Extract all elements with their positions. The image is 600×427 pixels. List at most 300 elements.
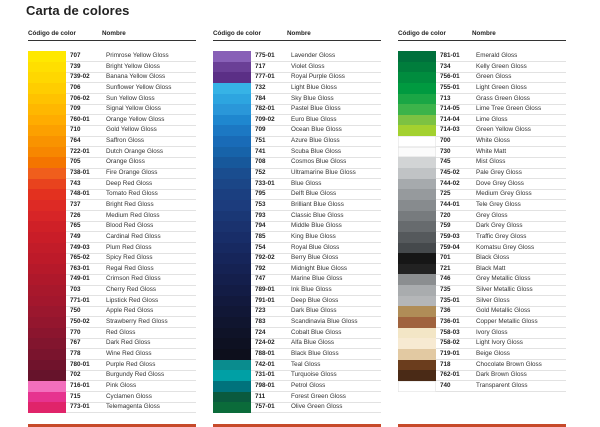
color-swatch: [398, 328, 436, 339]
color-row: [28, 360, 196, 371]
color-name: Emerald Gloss: [476, 52, 518, 59]
color-row: [213, 328, 381, 339]
color-name: Purple Red Gloss: [106, 360, 156, 368]
color-code: 788-01: [255, 349, 275, 357]
color-code: 721: [440, 264, 451, 272]
color-code: 785: [255, 232, 266, 240]
color-code: 754: [255, 243, 266, 251]
color-swatch: [28, 72, 66, 83]
color-swatch: [28, 285, 66, 296]
row-divider: [251, 412, 381, 413]
color-row: [398, 232, 566, 243]
color-code: 743: [70, 179, 81, 187]
color-name: Grey Metallic Gloss: [476, 275, 531, 283]
color-code: 735-01: [440, 296, 460, 304]
color-name: Orange Yellow Gloss: [106, 115, 165, 123]
color-swatch: [213, 189, 251, 200]
color-swatch: [213, 72, 251, 83]
color-swatch: [398, 381, 436, 392]
color-swatch: [28, 338, 66, 349]
color-name: Cobalt Blue Gloss: [291, 328, 342, 336]
color-swatch: [28, 392, 66, 403]
color-row: [28, 147, 196, 158]
color-row: [213, 232, 381, 243]
color-swatch: [213, 115, 251, 126]
color-code: 762-01: [440, 371, 460, 379]
color-row: [28, 243, 196, 254]
color-code: 716-01: [70, 381, 90, 389]
color-swatch: [213, 370, 251, 381]
color-swatch: [398, 168, 436, 179]
color-swatch: [28, 115, 66, 126]
color-swatch: [398, 232, 436, 243]
header-name-label: Nombre: [102, 30, 126, 37]
color-swatch: [213, 179, 251, 190]
color-code: 795: [255, 190, 266, 198]
color-row: [213, 147, 381, 158]
color-code: 724: [255, 328, 266, 336]
color-name: Royal Blue Gloss: [291, 243, 340, 251]
color-swatch: [213, 125, 251, 136]
color-code: 739: [70, 62, 81, 70]
color-name: Light Blue Gloss: [291, 83, 337, 91]
color-row: [398, 83, 566, 94]
color-swatch: [28, 211, 66, 222]
color-code: 757-01: [255, 403, 275, 411]
color-code: 755-01: [440, 83, 460, 91]
color-code: 747: [255, 275, 266, 283]
color-code: 758-03: [440, 328, 460, 336]
color-name: Traffic Grey Gloss: [476, 232, 527, 240]
color-code: 746: [440, 275, 451, 283]
color-swatch: [28, 264, 66, 275]
color-code: 748-01: [70, 190, 90, 198]
color-row: [28, 392, 196, 403]
color-code: 764: [70, 137, 81, 145]
color-row: [28, 136, 196, 147]
color-swatch: [28, 83, 66, 94]
color-swatch: [213, 83, 251, 94]
color-name: Berry Blue Gloss: [291, 254, 339, 262]
color-name: Bright Yellow Gloss: [106, 62, 160, 70]
color-name: Cardinal Red Gloss: [106, 232, 161, 240]
color-name: Deep Blue Gloss: [291, 296, 339, 304]
color-row: [28, 211, 196, 222]
color-row: [28, 125, 196, 136]
color-row: [398, 136, 566, 147]
color-name: Black Blue Gloss: [291, 349, 339, 357]
color-name: Pale Grey Gloss: [476, 169, 522, 177]
color-row: [28, 285, 196, 296]
color-name: Apple Red Gloss: [106, 307, 154, 315]
color-code: 736: [440, 307, 451, 315]
color-code: 726: [70, 211, 81, 219]
color-row: [213, 370, 381, 381]
color-swatch: [213, 51, 251, 62]
color-code: 765: [70, 222, 81, 230]
color-name: Forest Green Gloss: [291, 392, 346, 400]
color-name: Saffron Gloss: [106, 137, 145, 145]
color-row: [398, 264, 566, 275]
color-code: 744-02: [440, 179, 460, 187]
color-code: 775-01: [255, 52, 275, 59]
color-swatch: [28, 360, 66, 371]
row-divider: [66, 412, 196, 413]
color-swatch: [213, 221, 251, 232]
color-row: [213, 402, 381, 413]
color-name: Primrose Yellow Gloss: [106, 52, 169, 59]
color-swatch: [398, 51, 436, 62]
color-swatch: [28, 104, 66, 115]
color-swatch: [213, 360, 251, 371]
color-name: Cosmos Blue Gloss: [291, 158, 347, 166]
color-swatch: [213, 157, 251, 168]
color-swatch: [398, 306, 436, 317]
color-swatch: [28, 232, 66, 243]
color-name: Dark Red Gloss: [106, 339, 151, 347]
column-header: [398, 29, 566, 41]
color-name: Teal Gloss: [291, 360, 321, 368]
color-name: Black Matt: [476, 264, 506, 272]
color-list: [213, 51, 381, 413]
color-swatch: [213, 264, 251, 275]
color-name: Medium Red Gloss: [106, 211, 160, 219]
color-name: Medium Grey Gloss: [476, 190, 532, 198]
color-code: 763-01: [70, 264, 90, 272]
color-swatch: [28, 62, 66, 73]
color-code: 745-02: [440, 169, 460, 177]
color-row: [213, 317, 381, 328]
color-code: 736-01: [440, 318, 460, 326]
color-name: Light Green Gloss: [476, 83, 527, 91]
color-row: [213, 94, 381, 105]
page-title: Carta de colores: [26, 3, 130, 18]
color-row: [213, 168, 381, 179]
color-swatch: [398, 189, 436, 200]
color-name: Blue Gloss: [291, 179, 322, 187]
color-row: [213, 179, 381, 190]
color-name: Lavender Gloss: [291, 52, 336, 59]
color-name: Silver Gloss: [476, 296, 510, 304]
color-code: 711: [255, 392, 266, 400]
color-code: 723: [255, 307, 266, 315]
color-name: Kelly Green Gloss: [476, 62, 527, 70]
color-row: [398, 72, 566, 83]
color-row: [398, 62, 566, 73]
color-swatch: [28, 200, 66, 211]
color-name: Dove Grey Gloss: [476, 179, 524, 187]
color-row: [213, 349, 381, 360]
color-code: 714-04: [440, 115, 460, 123]
color-row: [398, 147, 566, 158]
color-code: 741: [255, 147, 266, 155]
color-name: Midnight Blue Gloss: [291, 264, 347, 272]
color-swatch: [398, 125, 436, 136]
row-divider: [436, 391, 566, 392]
color-row: [398, 157, 566, 168]
color-name: White Gloss: [476, 137, 510, 145]
color-row: [28, 232, 196, 243]
color-name: Strawberry Red Gloss: [106, 318, 168, 326]
color-swatch: [28, 349, 66, 360]
color-name: Grass Green Gloss: [476, 94, 530, 102]
color-row: [28, 338, 196, 349]
color-name: Delft Blue Gloss: [291, 190, 337, 198]
color-row: [213, 104, 381, 115]
color-name: Regal Red Gloss: [106, 264, 154, 272]
color-row: [28, 115, 196, 126]
color-name: King Blue Gloss: [291, 232, 336, 240]
color-name: Grey Gloss: [476, 211, 508, 219]
color-row: [213, 189, 381, 200]
color-name: Lipstick Red Gloss: [106, 296, 159, 304]
color-name: Copper Metallic Gloss: [476, 318, 538, 326]
color-row: [28, 104, 196, 115]
color-code: 760-01: [70, 115, 90, 123]
color-name: Ink Blue Gloss: [291, 286, 332, 294]
color-name: Olive Green Gloss: [291, 403, 343, 411]
color-swatch: [213, 94, 251, 105]
color-name: Middle Blue Gloss: [291, 222, 342, 230]
color-row: [28, 94, 196, 105]
color-row: [213, 51, 381, 62]
color-name: Lime Gloss: [476, 115, 508, 123]
color-row: [213, 360, 381, 371]
color-row: [28, 221, 196, 232]
color-swatch: [28, 189, 66, 200]
color-swatch: [28, 179, 66, 190]
color-row: [213, 296, 381, 307]
color-swatch: [398, 94, 436, 105]
color-name: Pastel Blue Gloss: [291, 105, 341, 113]
color-code: 752: [255, 169, 266, 177]
color-swatch: [28, 157, 66, 168]
color-code: 792: [255, 264, 266, 272]
color-name: Crimson Red Gloss: [106, 275, 161, 283]
color-code: 745: [440, 158, 451, 166]
color-row: [398, 328, 566, 339]
color-swatch: [398, 349, 436, 360]
color-row: [213, 157, 381, 168]
color-row: [213, 306, 381, 317]
color-row: [213, 211, 381, 222]
color-code: 737: [70, 200, 81, 208]
color-row: [28, 179, 196, 190]
color-swatch: [398, 211, 436, 222]
color-name: Komatsu Grey Gloss: [476, 243, 535, 251]
color-swatch: [213, 211, 251, 222]
color-swatch: [213, 136, 251, 147]
color-row: [213, 243, 381, 254]
color-code: 713: [440, 94, 451, 102]
color-code: 714-03: [440, 126, 460, 134]
color-swatch: [28, 328, 66, 339]
color-swatch: [213, 285, 251, 296]
header-name-label: Nombre: [287, 30, 311, 37]
color-swatch: [398, 104, 436, 115]
color-row: [213, 338, 381, 349]
color-code: 717: [255, 62, 266, 70]
color-swatch: [398, 264, 436, 275]
color-row: [28, 402, 196, 413]
color-name: Blood Red Gloss: [106, 222, 154, 230]
color-name: Orange Gloss: [106, 158, 145, 166]
color-code: 714-05: [440, 105, 460, 113]
color-code: 759: [440, 222, 451, 230]
color-row: [213, 72, 381, 83]
color-swatch: [398, 83, 436, 94]
color-code: 783: [255, 318, 266, 326]
color-code: 706-02: [70, 94, 90, 102]
header-code-label: Código de color: [28, 30, 76, 37]
color-name: Transparent Gloss: [476, 381, 528, 389]
color-row: [398, 317, 566, 328]
color-row: [213, 285, 381, 296]
color-swatch: [213, 232, 251, 243]
color-code: 739-02: [70, 73, 90, 81]
color-row: [28, 317, 196, 328]
color-swatch: [213, 200, 251, 211]
color-swatch: [398, 200, 436, 211]
color-name: Ultramarine Blue Gloss: [291, 169, 356, 177]
color-swatch: [398, 136, 436, 147]
color-name: Dark Brown Gloss: [476, 371, 527, 379]
color-code: 720: [440, 211, 451, 219]
color-swatch: [213, 317, 251, 328]
color-column-1: [28, 29, 196, 413]
color-row: [213, 136, 381, 147]
color-code: 794: [255, 222, 266, 230]
color-row: [28, 370, 196, 381]
color-swatch: [28, 51, 66, 62]
color-swatch: [28, 243, 66, 254]
color-swatch: [213, 328, 251, 339]
color-code: 709: [70, 105, 81, 113]
color-name: Cyclamen Gloss: [106, 392, 152, 400]
color-name: Bright Red Gloss: [106, 200, 154, 208]
color-code: 744-01: [440, 200, 460, 208]
color-swatch: [213, 147, 251, 158]
color-row: [28, 381, 196, 392]
color-code: 740: [440, 381, 451, 389]
color-code: 750-02: [70, 318, 90, 326]
header-code-label: Código de color: [398, 30, 446, 37]
color-code: 758-02: [440, 339, 460, 347]
color-row: [28, 62, 196, 73]
color-code: 765-02: [70, 254, 90, 262]
color-swatch: [28, 296, 66, 307]
color-code: 789-01: [255, 286, 275, 294]
color-name: Scandinavia Blue Gloss: [291, 318, 358, 326]
color-swatch: [213, 168, 251, 179]
color-name: Red Gloss: [106, 328, 136, 336]
color-code: 703: [70, 286, 81, 294]
color-code: 780-01: [70, 360, 90, 368]
color-name: Telemagenta Gloss: [106, 403, 160, 411]
color-swatch: [28, 94, 66, 105]
color-row: [28, 189, 196, 200]
color-swatch: [28, 402, 66, 413]
color-row: [398, 243, 566, 254]
color-swatch: [398, 285, 436, 296]
color-name: Alfa Blue Gloss: [291, 339, 335, 347]
color-name: Turquoise Gloss: [291, 371, 337, 379]
color-row: [28, 51, 196, 62]
color-row: [213, 381, 381, 392]
color-swatch: [398, 317, 436, 328]
color-code: 791-01: [255, 296, 275, 304]
color-swatch: [398, 72, 436, 83]
color-swatch: [213, 104, 251, 115]
color-row: [213, 83, 381, 94]
color-swatch: [28, 381, 66, 392]
color-row: [213, 274, 381, 285]
color-row: [398, 253, 566, 264]
color-name: Deep Red Gloss: [106, 179, 153, 187]
color-swatch: [28, 125, 66, 136]
color-code: 753: [255, 200, 266, 208]
color-name: Signal Yellow Gloss: [106, 105, 161, 113]
color-list: [28, 51, 196, 413]
color-name: Burgundy Red Gloss: [106, 371, 165, 379]
color-swatch: [213, 274, 251, 285]
color-row: [398, 211, 566, 222]
color-code: 725: [440, 190, 451, 198]
color-code: 751: [255, 137, 266, 145]
color-name: Silver Metallic Gloss: [476, 286, 533, 294]
color-code: 732: [255, 83, 266, 91]
color-list: [398, 51, 566, 392]
color-code: 767: [70, 339, 81, 347]
color-name: Plum Red Gloss: [106, 243, 152, 251]
color-row: [28, 296, 196, 307]
color-code: 749-03: [70, 243, 90, 251]
color-swatch: [213, 381, 251, 392]
color-code: 749-01: [70, 275, 90, 283]
color-code: 742-01: [255, 360, 275, 368]
color-row: [398, 104, 566, 115]
color-row: [213, 115, 381, 126]
color-code: 770: [70, 328, 81, 336]
color-swatch: [398, 62, 436, 73]
color-name: Gold Yellow Gloss: [106, 126, 157, 134]
color-code: 724-02: [255, 339, 275, 347]
color-name: Ocean Blue Gloss: [291, 126, 342, 134]
color-swatch: [213, 338, 251, 349]
column-header: [213, 29, 381, 41]
color-swatch: [398, 360, 436, 371]
color-row: [398, 285, 566, 296]
color-swatch: [28, 306, 66, 317]
color-swatch: [213, 253, 251, 264]
color-row: [28, 328, 196, 339]
color-row: [213, 253, 381, 264]
color-row: [398, 179, 566, 190]
color-row: [28, 306, 196, 317]
color-row: [398, 51, 566, 62]
color-code: 718: [440, 360, 451, 368]
color-swatch: [213, 243, 251, 254]
color-row: [28, 83, 196, 94]
color-code: 708: [255, 158, 266, 166]
color-name: Royal Purple Gloss: [291, 73, 345, 81]
color-row: [28, 168, 196, 179]
color-swatch: [28, 274, 66, 285]
color-row: [28, 253, 196, 264]
color-code: 707: [70, 52, 81, 59]
color-swatch: [213, 296, 251, 307]
color-name: Classic Blue Gloss: [291, 211, 344, 219]
